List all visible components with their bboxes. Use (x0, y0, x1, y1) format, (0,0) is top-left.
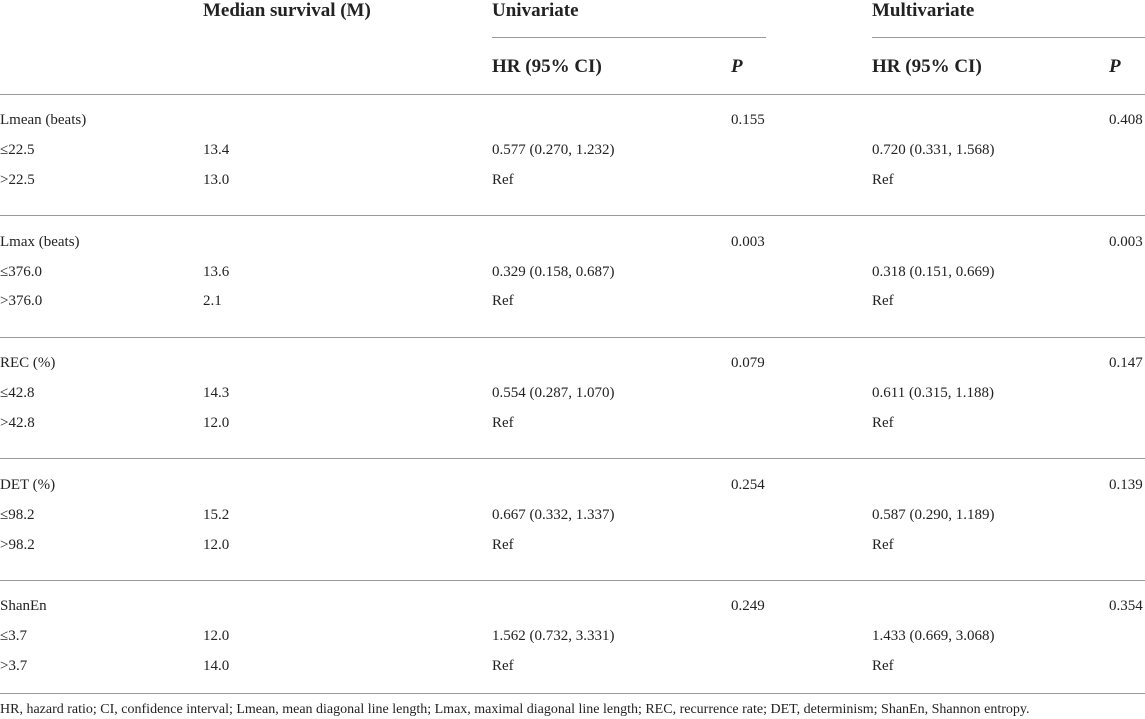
row-label: ≤3.7 (0, 628, 27, 644)
header-uni-hr: HR (95% CI) (492, 56, 602, 77)
row-uni-hr: 0.577 (0.270, 1.232) (492, 142, 615, 158)
group-divider (0, 337, 1145, 338)
row-multi-hr: 0.318 (0.151, 0.669) (872, 264, 995, 280)
header-multi-hr: HR (95% CI) (872, 56, 982, 77)
row-uni-hr: Ref (492, 293, 514, 309)
group-multi-p: 0.147 (1109, 355, 1143, 371)
row-uni-hr: Ref (492, 415, 514, 431)
group-uni-p: 0.079 (731, 355, 765, 371)
univariate-underline (492, 37, 766, 38)
group-divider (0, 580, 1145, 581)
row-label: >42.8 (0, 415, 35, 431)
row-median: 14.3 (203, 385, 230, 401)
header-uni-p: P (731, 56, 743, 77)
row-median: 2.1 (203, 293, 222, 309)
row-label: ≤98.2 (0, 507, 35, 523)
row-median: 12.0 (203, 415, 230, 431)
row-multi-hr: 0.720 (0.331, 1.568) (872, 142, 995, 158)
row-multi-hr: Ref (872, 537, 894, 553)
group-label: Lmean (beats) (0, 112, 87, 128)
row-uni-hr: Ref (492, 537, 514, 553)
row-uni-hr: 1.562 (0.732, 3.331) (492, 628, 615, 644)
table-footnote: HR, hazard ratio; CI, confidence interval; Lmean, mean diagonal line length; Lmax, maximal diagonal line length; REC, recurrence rate; DET, determinism; ShanEn, Shannon entropy. (0, 702, 1030, 717)
row-multi-hr: Ref (872, 658, 894, 674)
header-multi-p: P (1109, 56, 1121, 77)
header-univariate: Univariate (492, 0, 579, 21)
row-uni-hr: Ref (492, 172, 514, 188)
row-label: >376.0 (0, 293, 43, 309)
group-label: REC (%) (0, 355, 56, 371)
group-label: ShanEn (0, 598, 47, 614)
group-multi-p: 0.354 (1109, 598, 1143, 614)
row-uni-hr: 0.667 (0.332, 1.337) (492, 507, 615, 523)
row-multi-hr: 0.611 (0.315, 1.188) (872, 385, 994, 401)
group-label: Lmax (beats) (0, 234, 80, 250)
group-divider (0, 458, 1145, 459)
row-label: >22.5 (0, 172, 35, 188)
row-median: 14.0 (203, 658, 230, 674)
header-median-survival: Median survival (M) (203, 0, 371, 21)
group-uni-p: 0.155 (731, 112, 765, 128)
group-multi-p: 0.003 (1109, 234, 1143, 250)
row-median: 13.0 (203, 172, 230, 188)
group-uni-p: 0.254 (731, 477, 765, 493)
group-label: DET (%) (0, 477, 56, 493)
row-uni-hr: 0.554 (0.287, 1.070) (492, 385, 615, 401)
row-label: ≤42.8 (0, 385, 35, 401)
row-median: 13.6 (203, 264, 230, 280)
row-label: ≤376.0 (0, 264, 42, 280)
row-median: 13.4 (203, 142, 230, 158)
header-multivariate: Multivariate (872, 0, 975, 21)
group-uni-p: 0.249 (731, 598, 765, 614)
row-median: 12.0 (203, 537, 230, 553)
row-multi-hr: 0.587 (0.290, 1.189) (872, 507, 995, 523)
group-divider (0, 215, 1145, 216)
row-median: 15.2 (203, 507, 230, 523)
group-multi-p: 0.139 (1109, 477, 1143, 493)
multivariate-underline (872, 37, 1145, 38)
row-uni-hr: Ref (492, 658, 514, 674)
row-label: >3.7 (0, 658, 28, 674)
row-median: 12.0 (203, 628, 230, 644)
row-label: >98.2 (0, 537, 35, 553)
row-multi-hr: Ref (872, 293, 894, 309)
row-multi-hr: Ref (872, 415, 894, 431)
group-uni-p: 0.003 (731, 234, 765, 250)
group-multi-p: 0.408 (1109, 112, 1143, 128)
row-label: ≤22.5 (0, 142, 35, 158)
row-multi-hr: Ref (872, 172, 894, 188)
row-multi-hr: 1.433 (0.669, 3.068) (872, 628, 995, 644)
table-bottom-rule (0, 693, 1145, 694)
header-bottom-rule (0, 94, 1145, 95)
row-uni-hr: 0.329 (0.158, 0.687) (492, 264, 615, 280)
